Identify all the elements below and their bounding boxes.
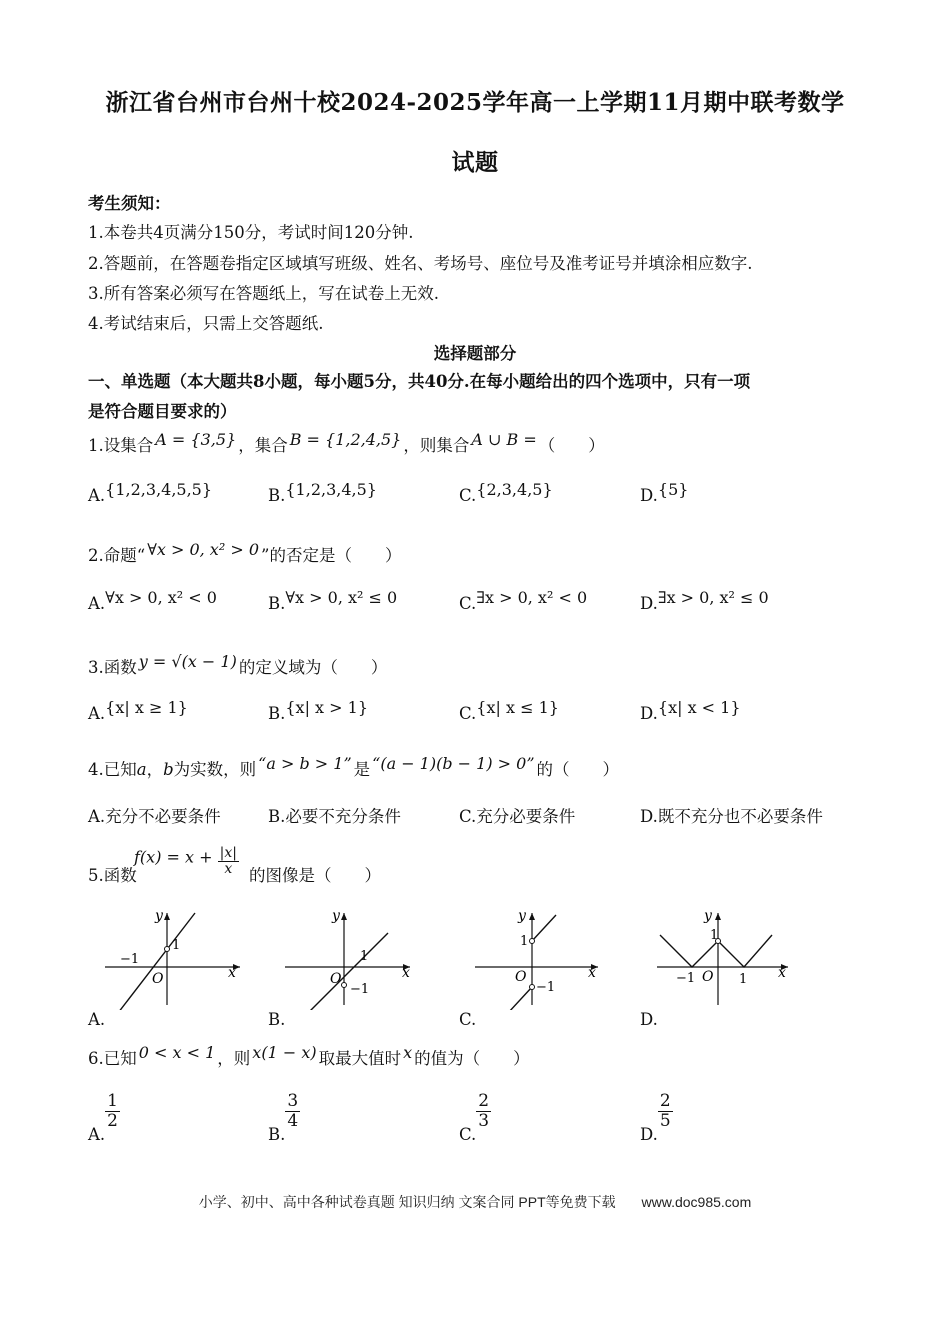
question-1 [88,432,605,456]
q5-graph-a [100,905,250,1010]
part-heading-line2: 是符合题目要求的） [88,402,237,421]
svg-text:O: O [330,971,342,987]
q3-option-b: B.{x| x > 1} [268,698,369,723]
q6-option-d: D. $\frac{2}{5}$ [640,1091,671,1144]
part-heading: 一、单选题（本大题共8小题，每小题5分，共40分.在每小题给出的四个选项中，只有一项 [88,372,751,391]
svg-text:−1: −1 [676,971,696,986]
svg-text:−1: −1 [120,952,140,967]
q5-option-d: D. [640,1010,658,1029]
q1-mid: ，集合 [238,436,288,455]
q1-set-b: B = {1,2,4,5} [289,430,402,449]
page-title: 浙江省台州市台州十校2024-2025学年高一上学期11月期中联考数学 [105,89,845,116]
svg-text:1: 1 [172,938,181,953]
q5-graph-b [280,905,430,1010]
notice-item: 4.考试结束后，只需上交答题纸. [88,314,324,333]
svg-text:1: 1 [710,928,719,943]
notice-item: 2.答题前，在答题卷指定区域填写班级、姓名、考场号、座位号及准考证号并填涂相应数字. [88,254,753,273]
q2-option-c: C.∃x > 0, x² < 0 [459,588,588,613]
q1-option-a: A.{1,2,3,4,5,5} [88,480,213,505]
question-4: 4.已知a，b为实数，则 “a > b > 1” 是 “(a − 1)(b − 1) > 0” 的（ ） [88,754,620,779]
q1-option-c: C.{2,3,4,5} [459,480,553,505]
q3-option-c: C.{x| x ≤ 1} [459,698,559,723]
svg-text:1: 1 [520,934,529,949]
notice-heading: 考生须知： [88,194,171,213]
q6-option-a: A. $\frac{1}{2}$ [88,1091,118,1144]
q4-option-a: A.充分不必要条件 [88,807,221,826]
question-3: 3.函数 y = √(x − 1) 的定义域为（ ） [88,652,388,677]
svg-text:x: x [778,965,786,981]
svg-text:O: O [152,971,164,987]
q5-option-c: C. [459,1010,477,1029]
footer-text: 小学、初中、高中各种试卷真题 知识归纳 文案合同 PPT等免费下载 [198,1194,616,1210]
q1-option-d: D.{5} [640,480,689,505]
q5-option-b: B. [268,1010,286,1029]
svg-text:x: x [228,965,236,981]
question-6: 6.已知 0 < x < 1 ，则 x(1 − x) 取最大值时 x 的值为（ ） [88,1043,530,1068]
q3-option-a: A.{x| x ≥ 1} [88,698,188,723]
notice-item: 3.所有答案必须写在答题纸上，写在试卷上无效. [88,284,439,303]
q2-option-a: A.∀x > 0, x² < 0 [88,588,217,613]
q3-expr: y = √(x − 1) [138,652,237,671]
q5-option-a: A. [88,1010,106,1029]
svg-text:y: y [332,908,340,924]
q2-expr: ∀x > 0, x² > 0 [147,540,259,559]
q1-option-b: B.{1,2,3,4,5} [268,480,377,505]
q5-graph-c [470,905,610,1010]
section-title: 选择题部分 [433,344,517,363]
svg-text:y: y [155,908,163,924]
svg-text:y: y [518,908,526,924]
q5-tail: 的图像是（ ） [249,866,381,885]
svg-text:x: x [402,965,410,981]
svg-text:−1: −1 [536,980,556,995]
footer-site-link[interactable]: www.doc985.com [641,1194,752,1210]
q5-prefix: 5.函数 [88,866,137,885]
svg-text:O: O [702,969,714,985]
q2-option-b: B.∀x > 0, x² ≤ 0 [268,588,398,613]
q1-prefix: 1.设集合 [88,436,154,455]
q4-option-b: B.必要不充分条件 [268,807,401,826]
q4-expr1: “a > b > 1” [258,754,352,773]
q6-option-b: B. $\frac{3}{4}$ [268,1091,299,1144]
svg-text:1: 1 [360,949,369,964]
q5-graph-d [652,905,797,1010]
question-2: 2.命题“ ∀x > 0, x² > 0 ”的否定是（ ） [88,540,402,565]
q4-option-d: D.既不充分也不必要条件 [640,807,823,826]
svg-text:y: y [704,908,712,924]
q1-tail2: （ ） [538,436,605,455]
svg-text:x: x [588,965,596,981]
q2-option-d: D.∃x > 0, x² ≤ 0 [640,588,769,613]
q3-option-d: D.{x| x < 1} [640,698,741,723]
svg-text:−1: −1 [350,982,370,997]
q4-option-c: C.充分必要条件 [459,807,576,826]
q1-set-a: A = {3,5} [155,430,237,449]
page-footer [0,1192,950,1212]
q1-expr: A ∪ B = [471,430,537,449]
notice-item: 1.本卷共4页满分150分，考试时间120分钟. [88,223,414,242]
svg-text:O: O [515,969,527,985]
page-title-line2: 试题 [451,149,499,176]
q4-expr2: “(a − 1)(b − 1) > 0” [372,754,535,773]
q5-function: f(x) = x + $\frac{|x|}{x}$ [134,845,237,878]
q6-option-c: C. $\frac{2}{3}$ [459,1091,490,1144]
svg-text:1: 1 [739,972,748,987]
q1-tail1: ，则集合 [403,436,470,455]
